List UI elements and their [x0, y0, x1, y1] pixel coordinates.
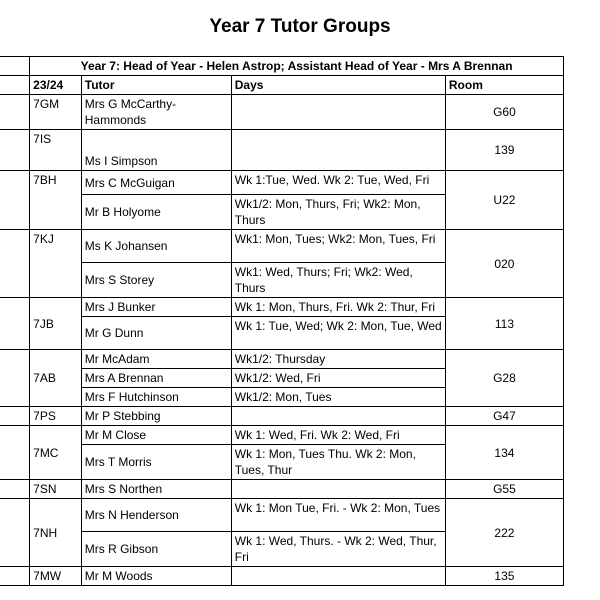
room-number: G28 [445, 350, 563, 407]
tutor-days: Wk1: Wed, Thurs; Fri; Wk2: Wed, Thurs [231, 263, 445, 298]
tutor-name: Mrs S Northen [81, 480, 231, 499]
tutor-name: Mrs T Morris [81, 445, 231, 480]
prev-year-cell [0, 350, 30, 407]
col-header-days: Days [231, 76, 445, 95]
tutor-name: Ms K Johansen [81, 230, 231, 263]
tutor-name: Mr M Woods [81, 567, 231, 586]
tutor-name: Mrs J Bunker [81, 298, 231, 317]
group-code: 7NH [30, 499, 82, 567]
room-number: G55 [445, 480, 563, 499]
year-banner: Year 7: Head of Year - Helen Astrop; Assistant Head of Year - Mrs A Brennan [30, 57, 564, 76]
room-number: 020 [445, 230, 563, 298]
prev-year-cell [0, 407, 30, 426]
table-row [0, 499, 564, 532]
room-number: 139 [445, 130, 563, 171]
tutor-days: Wk1/2: Wed, Fri [231, 369, 445, 388]
room-number: 134 [445, 426, 563, 480]
group-code: 7PS [30, 407, 82, 426]
tutor-days [231, 567, 445, 586]
tutor-name: Mr M Close [81, 426, 231, 445]
prev-year-cell [0, 480, 30, 499]
tutor-days [231, 130, 445, 171]
tutor-days: Wk 1: Mon, Tues Thu. Wk 2: Mon, Tues, Thur [231, 445, 445, 480]
group-code: 7AB [30, 350, 82, 407]
tutor-days: Wk1/2: Mon, Thurs, Fri; Wk2: Mon, Thurs [231, 195, 445, 230]
prev-year-cell [0, 95, 30, 130]
tutor-name: Mrs R Gibson [81, 532, 231, 567]
tutor-days: Wk 1: Mon, Thurs, Fri. Wk 2: Thur, Fri [231, 298, 445, 317]
prev-year-cell [0, 230, 30, 298]
room-number: U22 [445, 171, 563, 230]
tutor-name: Mr McAdam [81, 350, 231, 369]
prev-year-cell [0, 499, 30, 567]
table-row [0, 350, 564, 369]
tutor-name: Mrs G McCarthy-Hammonds [81, 95, 231, 130]
col-header-tutor: Tutor [81, 76, 231, 95]
tutor-name: Mr G Dunn [81, 317, 231, 350]
prev-year-header [0, 76, 30, 95]
room-number: G47 [445, 407, 563, 426]
room-number: 222 [445, 499, 563, 567]
tutor-name: Mrs S Storey [81, 263, 231, 298]
table-row [0, 230, 564, 263]
tutor-days [231, 480, 445, 499]
tutor-days: Wk 1: Tue, Wed; Wk 2: Mon, Tue, Wed [231, 317, 445, 350]
group-code: 7JB [30, 298, 82, 350]
page-title: Year 7 Tutor Groups [209, 16, 391, 37]
table-row [0, 171, 564, 195]
tutor-name: Mr B Holyome [81, 195, 231, 230]
tutor-groups-table [0, 56, 564, 586]
table-row [0, 567, 564, 586]
prev-year-cell [0, 567, 30, 586]
tutor-name: Mrs C McGuigan [81, 171, 231, 195]
room-number: 113 [445, 298, 563, 350]
table-row [0, 480, 564, 499]
tutor-days: Wk 1: Wed, Thurs. - Wk 2: Wed, Thur, Fri [231, 532, 445, 567]
prev-year-cell [0, 130, 30, 171]
tutor-days [231, 407, 445, 426]
tutor-days: Wk1: Mon, Tues; Wk2: Mon, Tues, Fri [231, 230, 445, 263]
col-header-room: Room [445, 76, 563, 95]
table-row [0, 130, 564, 171]
tutor-days [231, 95, 445, 130]
group-code: 7SN [30, 480, 82, 499]
tutor-days: Wk 1: Wed, Fri. Wk 2: Wed, Fri [231, 426, 445, 445]
tutor-days: Wk1/2: Thursday [231, 350, 445, 369]
prev-year-cell [0, 171, 30, 230]
tutor-name: Mr P Stebbing [81, 407, 231, 426]
group-code: 7GM [30, 95, 82, 130]
group-code: 7MC [30, 426, 82, 480]
prev-year-cell [0, 298, 30, 350]
tutor-days: Wk 1: Mon Tue, Fri. - Wk 2: Mon, Tues [231, 499, 445, 532]
tutor-name: Mrs F Hutchinson [81, 388, 231, 407]
room-number: 135 [445, 567, 563, 586]
prev-year-cell [0, 57, 30, 76]
table-row [0, 95, 564, 130]
tutor-days: Wk 1:Tue, Wed. Wk 2: Tue, Wed, Fri [231, 171, 445, 195]
tutor-name: Mrs N Henderson [81, 499, 231, 532]
group-code: 7KJ [30, 230, 82, 298]
col-header-year: 23/24 [30, 76, 82, 95]
table-row [0, 407, 564, 426]
prev-year-cell [0, 426, 30, 480]
group-code: 7IS [30, 130, 82, 171]
table-row [0, 298, 564, 317]
tutor-name: Ms I Simpson [81, 130, 231, 171]
group-code: 7BH [30, 171, 82, 230]
group-code: 7MW [30, 567, 82, 586]
room-number: G60 [445, 95, 563, 130]
tutor-name: Mrs A Brennan [81, 369, 231, 388]
column-header-row [0, 76, 564, 95]
tutor-days: Wk1/2: Mon, Tues [231, 388, 445, 407]
banner-row [0, 57, 564, 76]
table-row [0, 426, 564, 445]
